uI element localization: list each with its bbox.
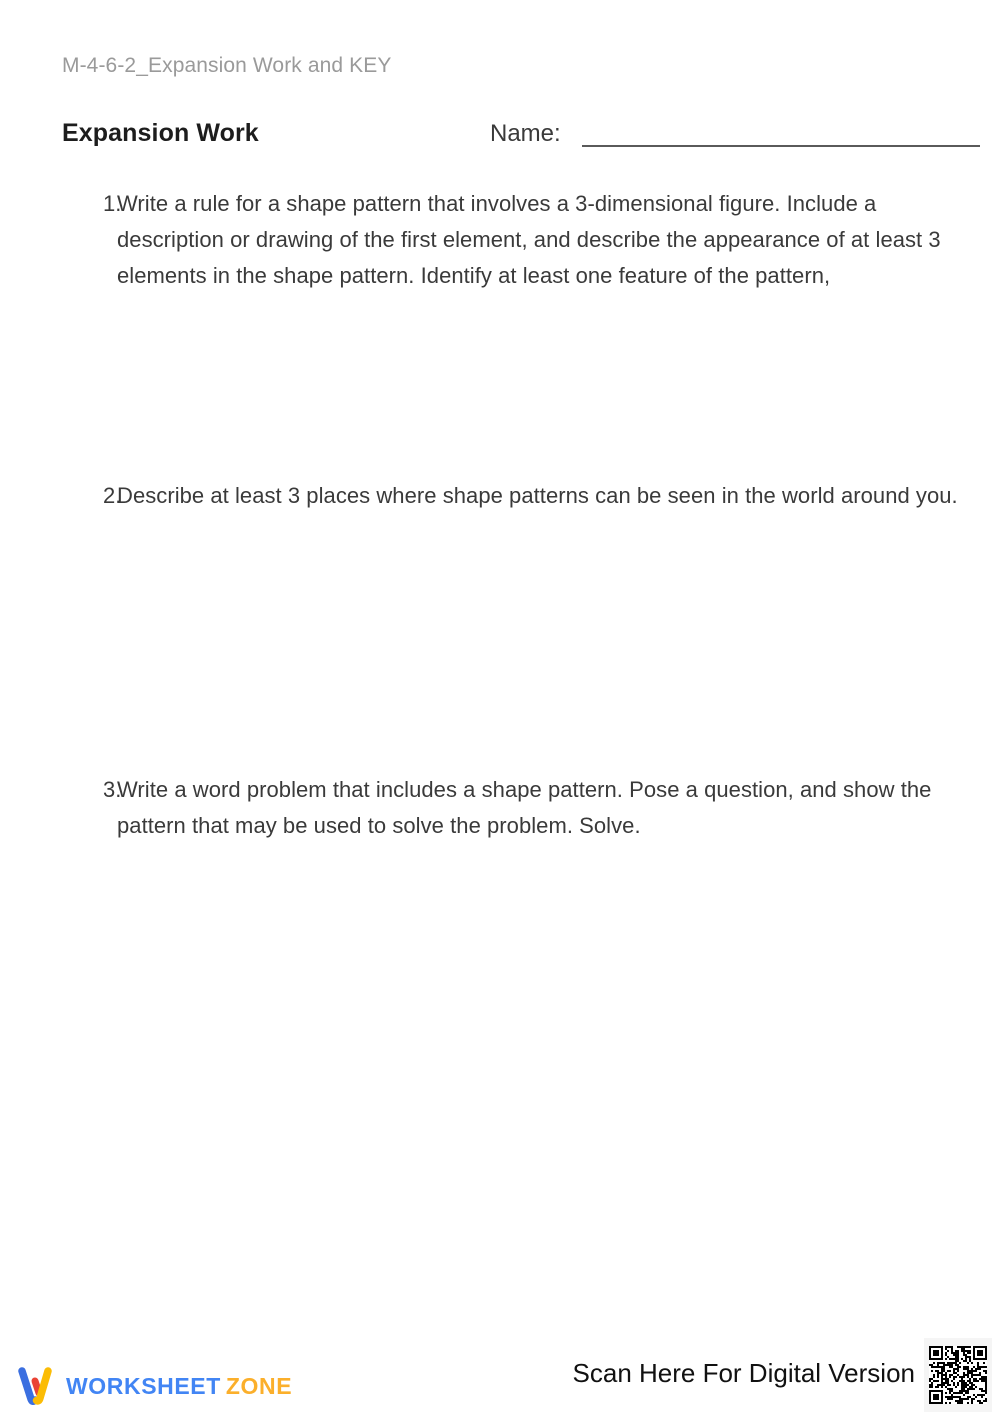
- answer-space-1[interactable]: [62, 294, 980, 478]
- page-title: Expansion Work: [62, 119, 259, 147]
- questions-list: [62, 186, 980, 1224]
- question-number-2: 2.: [103, 483, 122, 508]
- question-item-3: [62, 772, 980, 844]
- answer-space-3[interactable]: [62, 844, 980, 1224]
- question-text-2: Describe at least 3 places where shape patterns can be seen in the world around you.: [117, 483, 958, 508]
- name-field-label: Name:: [490, 120, 561, 147]
- qr-code-panel[interactable]: [924, 1338, 992, 1412]
- document-code-label: M-4-6-2_Expansion Work and KEY: [62, 54, 392, 77]
- question-text-1: Write a rule for a shape pattern that involves a 3-dimensional figure. Include a description or drawing of the first element, and describe the appearance of at least 3 elements in the shape pattern. Identify at least one feature of the pattern,: [117, 191, 941, 288]
- qr-code-icon: [929, 1346, 987, 1404]
- brand-secondary-text: ZONE: [225, 1373, 293, 1399]
- scan-instruction-text: Scan Here For Digital Version: [572, 1358, 915, 1388]
- brand-primary-text: WORKSHEET: [66, 1373, 221, 1399]
- answer-space-2[interactable]: [62, 514, 980, 772]
- name-input-line[interactable]: [582, 145, 980, 147]
- question-number-3: 3.: [103, 777, 122, 802]
- worksheet-zone-logo[interactable]: [18, 1364, 292, 1408]
- brand-wordmark: [66, 1373, 292, 1399]
- question-number-1: 1.: [103, 191, 122, 216]
- question-text-3: Write a word problem that includes a shape pattern. Pose a question, and show the pattern that may be used to solve the problem. Solve.: [117, 777, 932, 838]
- question-item-2: [62, 478, 980, 514]
- w-logo-icon: [18, 1366, 60, 1406]
- scan-digital-version-block[interactable]: [573, 1338, 992, 1412]
- page-footer: [0, 1340, 1000, 1414]
- question-item-1: [62, 186, 980, 294]
- title-row: [62, 117, 980, 151]
